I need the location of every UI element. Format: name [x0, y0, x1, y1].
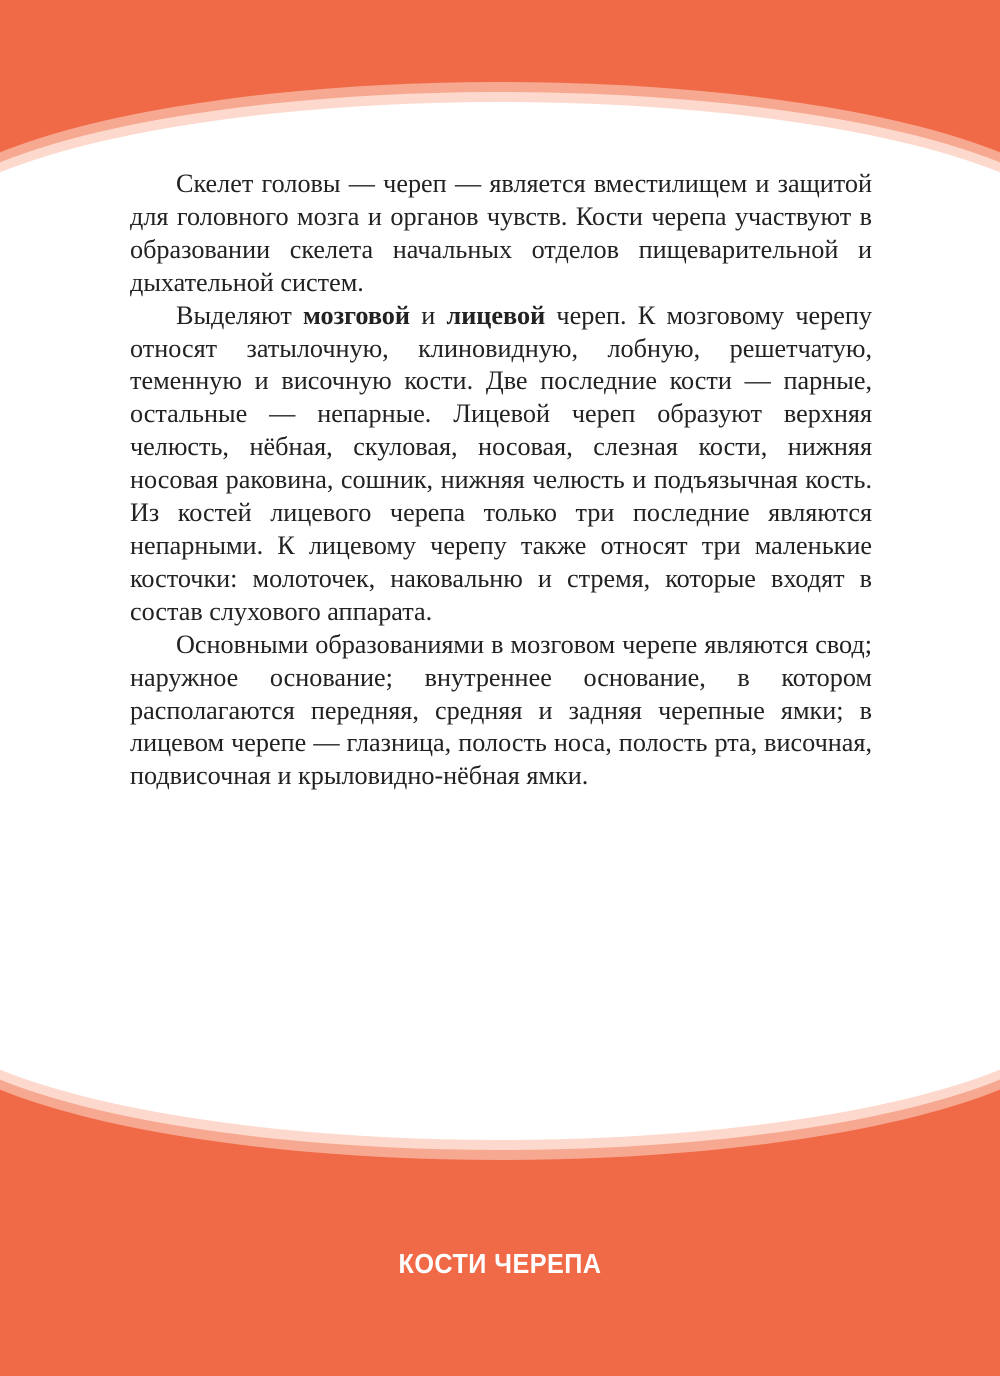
paragraph-2-conjunction: и [409, 300, 447, 330]
paragraph-3: Основными образованиями в мозговом черепе являются свод; наружное основание; внутреннее основание, в котором располагаются передняя, средняя и задняя черепные ямки; в лицевом черепе — глазница, полость носа, полость рта, височная, подвисочная и крыловидно-нёбная ямки. [130, 629, 872, 791]
body-text [130, 168, 872, 793]
paragraph-1: Скелет головы — череп — является вместилищем и защитой для головного мозга и органов чувств. Кости черепа участвуют в образовании скелета начальных отделов пищеварительной и дыхательной систем. [130, 169, 872, 297]
paragraph-2-intro: Выделяют [176, 300, 304, 330]
term-cerebral: мозговой [303, 300, 410, 330]
term-facial: лицевой [446, 300, 546, 330]
paragraph-2 [130, 300, 872, 629]
paragraph-2-body: череп. К мозговому черепу относят затылочную, клиновидную, лобную, решетчатую, теменную и височную кости. Две последние кости — парные, остальные — непарные. Лицевой череп образуют верхняя челюсть, нёбная, скуловая, носовая, слезная кости, нижняя носовая раковина, сошник, нижняя челюсть и подъязычная кость. Из костей лицевого черепа только три последние являются непарными. К лицевому черепу также относят три маленькие косточки: молоточек, наковальню и стремя, которые входят в состав слухового аппарата. [130, 300, 873, 626]
section-title: КОСТИ ЧЕРЕПА [398, 1248, 602, 1279]
